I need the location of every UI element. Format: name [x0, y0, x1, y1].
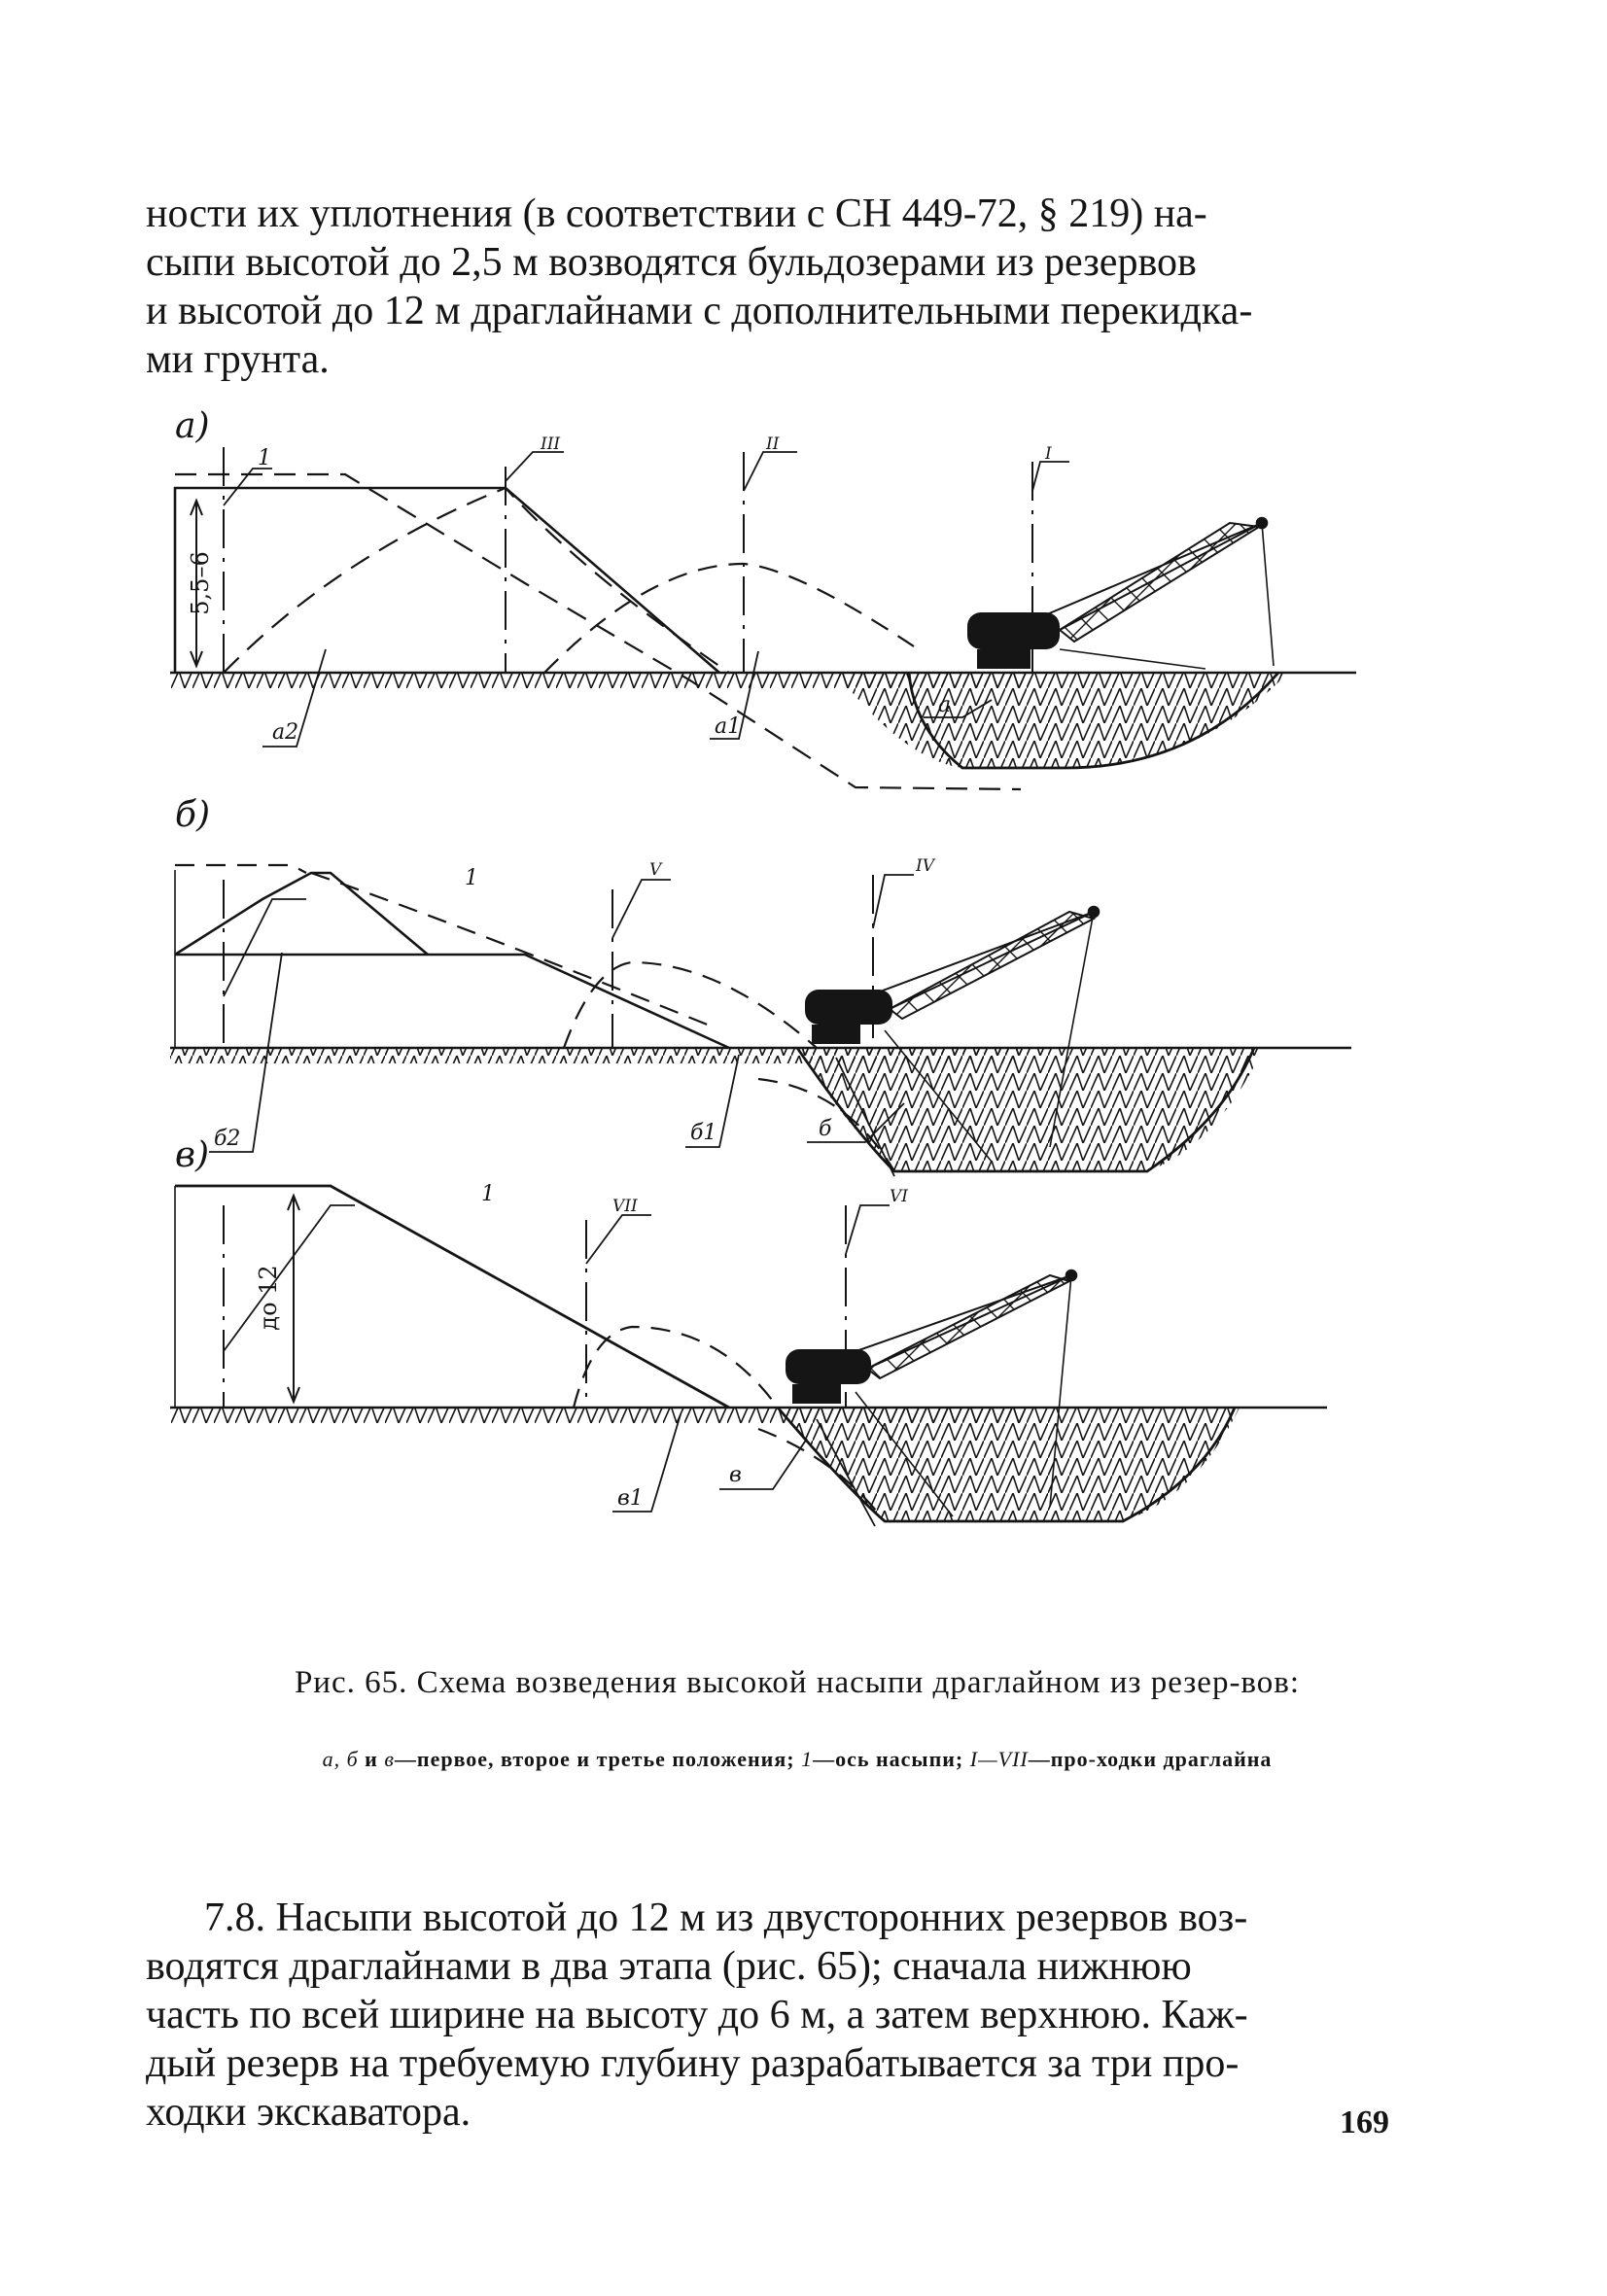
axis-label: 1: [465, 866, 478, 890]
panel-c-labels: [175, 1135, 908, 1511]
position-label: б: [819, 1117, 832, 1141]
position-label: а2: [272, 720, 299, 745]
pass-label: IV: [916, 856, 934, 876]
axis-label: 1: [258, 446, 271, 470]
figure-drawing: [175, 406, 1390, 1662]
caption-legend-part: 1—ось насыпи;: [801, 1747, 970, 1771]
caption-legend-part: I—VII—про-ходки драглайна: [969, 1747, 1273, 1771]
position-label: в1: [617, 1486, 644, 1511]
figure-caption: Рис. 65. Схема возведения высокой насыпи драглайном из резер-вов:: [294, 1665, 1301, 1700]
dimension-label: до 12: [255, 1265, 282, 1331]
pass-label: VII: [612, 1197, 638, 1216]
pass-label: I: [1045, 444, 1052, 464]
text-line: 7.8. Насыпи высотой до 12 м из двусторонних резервов воз-: [204, 1896, 1248, 1940]
pass-label: VI: [890, 1187, 908, 1206]
pass-label: V: [649, 860, 662, 880]
text-line: и высотой до 12 м драглайнами с дополнительными перекидка-: [146, 289, 1253, 333]
page-number: 169: [1340, 2105, 1389, 2140]
dimension-label: 5,5–6: [187, 551, 214, 615]
text-line: сыпи высотой до 2,5 м возводятся бульдозерами из резервов: [146, 240, 1197, 285]
figure-caption-legend: [214, 1747, 1380, 1772]
panel-label: а): [175, 406, 210, 446]
text-line: ми грунта.: [146, 337, 330, 382]
pass-label: II: [766, 435, 780, 454]
position-label: а1: [715, 714, 742, 739]
figure-65: [175, 406, 1390, 1662]
paragraph-top: [146, 190, 1400, 384]
paragraph-bottom: [146, 1894, 1400, 2137]
dragline-a: [967, 518, 1274, 669]
panel-a: [170, 447, 1356, 789]
panel-label: в): [175, 1135, 209, 1175]
panel-c: [170, 1186, 1327, 1526]
position-label: в: [729, 1463, 742, 1487]
position-label: б1: [690, 1121, 717, 1145]
caption-legend-part: в—первое, второе и третье положения;: [384, 1747, 802, 1771]
axis-label: 1: [481, 1182, 495, 1206]
caption-legend-part: а, б и: [322, 1747, 385, 1771]
text-line: часть по всей ширине на высоту до 6 м, а затем верхнюю. Каж-: [146, 1993, 1248, 2037]
pass-label: III: [541, 435, 561, 454]
position-label: а: [938, 693, 952, 717]
text-line: водятся драглайнами в два этапа (рис. 65); сначала нижнюю: [146, 1944, 1192, 1989]
panel-b: [170, 865, 1351, 1176]
text-line: дый резерв на требуемую глубину разрабатывается за три про-: [146, 2041, 1240, 2086]
text-line: ности их уплотнения (в соответствии с СН 449-72, § 219) на-: [146, 191, 1207, 236]
position-label: б2: [214, 1127, 241, 1151]
text-line: ходки экскаватора.: [146, 2090, 472, 2135]
panel-label: б): [175, 795, 211, 835]
